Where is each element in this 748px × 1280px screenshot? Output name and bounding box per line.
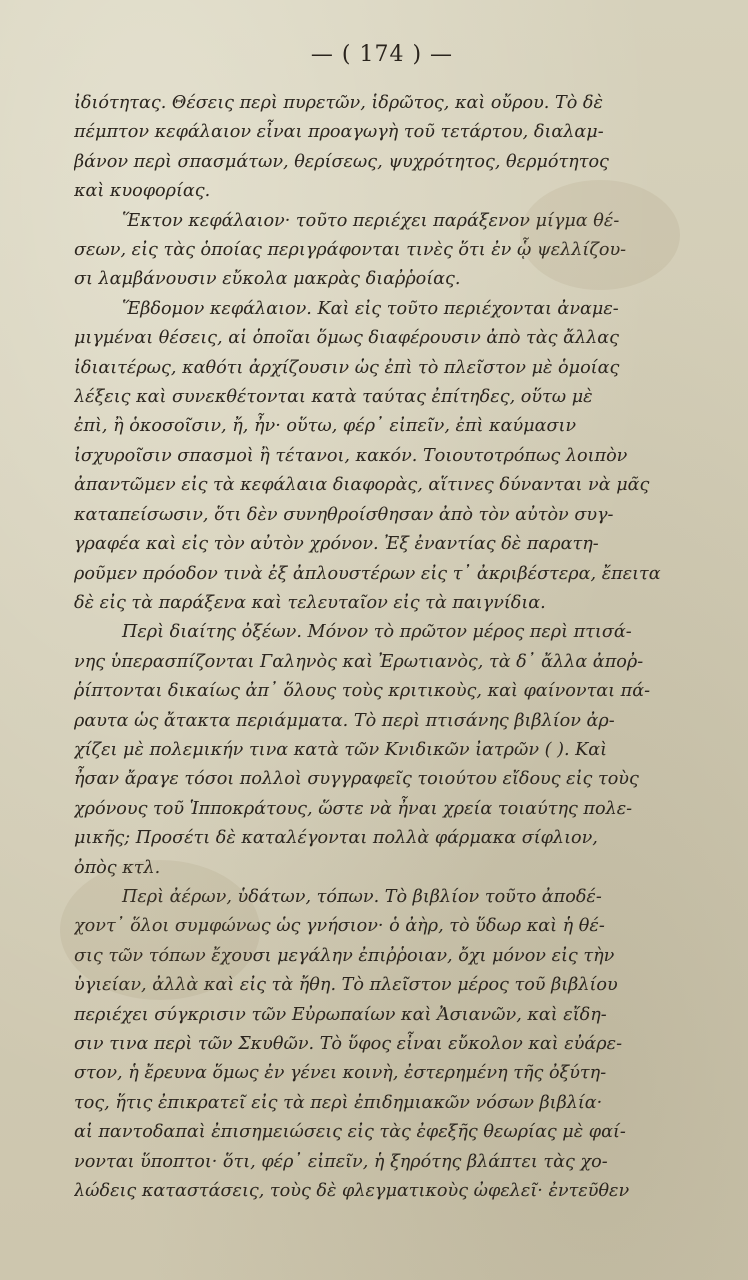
text-line: ἐπὶ, ἢ ὁκοσοῖσιν, ἤ, ἦν· οὕτω, φέρ᾽ εἰπεῖν, ἐπὶ καύμασιν — [74, 416, 577, 437]
text-line: ἰσχυροῖσιν σπασμοὶ ἢ τέτανοι, κακόν. Τοιουτοτρόπως λοιπὸν — [74, 445, 628, 466]
text-line: σιν τινα περὶ τῶν Σκυθῶν. Τὸ ὕφος εἶναι εὔκολον καὶ εὐάρε- — [74, 1034, 623, 1054]
text-line: ἰδιότητας. Θέσεις περὶ πυρετῶν, ἱδρῶτος, καὶ οὔρου. Τὸ δὲ — [74, 93, 603, 113]
text-line: ῥίπτονται δικαίως ἀπ᾽ ὅλους τοὺς κριτικοὺς, καὶ φαίνονται πά- — [74, 681, 651, 702]
text-line: ραυτα ὡς ἄτακτα περιάμματα. Τὸ περὶ πτισάνης βιβλίον ἀρ- — [74, 710, 615, 731]
text-line: γραφέα καὶ εἰς τὸν αὐτὸν χρόνον. Ἐξ ἐναντίας δὲ παρατη- — [74, 534, 599, 555]
text-line: λέξεις καὶ συνεκθέτονται κατὰ ταύτας ἐπίτηδες, οὕτω μὲ — [74, 387, 593, 408]
text-line: πέμπτον κεφάλαιον εἶναι προαγωγὴ τοῦ τετάρτου, διαλαμ- — [74, 122, 604, 143]
text-line: καταπείσωσιν, ὅτι δὲν συνηθροίσθησαν ἀπὸ τὸν αὐτὸν συγ- — [74, 504, 614, 525]
text-line: βάνον περὶ σπασμάτων, θερίσεως, ψυχρότητος, θερμότητος — [74, 151, 609, 172]
text-line: ἀπαντῶμεν εἰς τὰ κεφάλαια διαφορὰς, αἵτινες δύνανται νὰ μᾶς — [74, 475, 650, 496]
text-line: ἰδιαιτέρως, καθότι ἀρχίζουσιν ὡς ἐπὶ τὸ πλεῖστον μὲ ὁμοίας — [74, 357, 620, 378]
text-line: αἱ παντοδαπαὶ ἐπισημειώσεις εἰς τὰς ἐφεξῆς θεωρίας μὲ φαί- — [74, 1122, 626, 1143]
text-line: σεων, εἰς τὰς ὁποίας περιγράφονται τινὲς ὅτι ἐν ᾧ ψελλίζου- — [74, 240, 627, 261]
text-line: νονται ὕποπτοι· ὅτι, φέρ᾽ εἰπεῖν, ἡ ξηρότης βλάπτει τὰς χο- — [74, 1151, 608, 1172]
text-line: Ἕβδομον κεφάλαιον. Καὶ εἰς τοῦτο περιέχονται ἀναμε- — [122, 298, 619, 319]
text-line: καὶ κυοφορίας. — [74, 181, 211, 202]
text-line: λώδεις καταστάσεις, τοὺς δὲ φλεγματικοὺς ὠφελεῖ· ἐντεῦθεν — [74, 1181, 630, 1202]
text-line: χρόνους τοῦ Ἱπποκράτους, ὥστε νὰ ἦναι χρεία τοιαύτης πολε- — [74, 798, 633, 819]
text-line: μιγμέναι θέσεις, αἱ ὁποῖαι ὅμως διαφέρουσιν ἀπὸ τὰς ἄλλας — [74, 328, 619, 349]
text-line: Περὶ διαίτης ὀξέων. Μόνον τὸ πρῶτον μέρος περὶ πτισά- — [122, 622, 632, 643]
text-line: σι λαμβάνουσιν εὔκολα μακρὰς διαῤῥοίας. — [74, 269, 461, 290]
text-line: χίζει μὲ πολεμικήν τινα κατὰ τῶν Κνιδικῶν ἰατρῶν ( ). Καὶ — [74, 739, 608, 760]
text-line: νης ὑπερασπίζονται Γαληνὸς καὶ Ἐρωτιανὸς, τὰ δ᾽ ἄλλα ἀποῤ- — [74, 651, 644, 672]
text-line: ὀπὸς κτλ. — [74, 857, 161, 878]
text-line: ὑγιείαν, ἀλλὰ καὶ εἰς τὰ ἤθη. Τὸ πλεῖστον μέρος τοῦ βιβλίου — [74, 975, 618, 996]
text-line: χοντ᾽ ὅλοι συμφώνως ὡς γνήσιον· ὁ ἀὴρ, τὸ ὕδωρ καὶ ἡ θέ- — [74, 916, 605, 937]
text-line: ροῦμεν πρόοδον τινὰ ἐξ ἀπλουστέρων εἰς τ᾽ ἀκριβέστερα, ἔπειτα — [74, 563, 661, 584]
text-line: Περὶ ἀέρων, ὑδάτων, τόπων. Τὸ βιβλίον τοῦτο ἀποδέ- — [122, 886, 602, 907]
page-number: — ( 174 ) — — [310, 42, 454, 67]
text-line: περιέχει σύγκρισιν τῶν Εὐρωπαίων καὶ Ἀσιανῶν, καὶ εἴδη- — [74, 1004, 607, 1025]
text-line: δὲ εἰς τὰ παράξενα καὶ τελευταῖον εἰς τὰ παιγνίδια. — [74, 592, 546, 613]
text-line: τος, ἥτις ἐπικρατεῖ εἰς τὰ περὶ ἐπιδημιακῶν νόσων βιβλία· — [74, 1092, 603, 1113]
text-line: σις τῶν τόπων ἔχουσι μεγάλην ἐπιῤῥοιαν, ὄχι μόνον εἰς τὴν — [74, 945, 615, 966]
text-line: στον, ἡ ἔρευνα ὅμως ἐν γένει κοινὴ, ἐστερημένη τῆς ὀξύτη- — [74, 1063, 607, 1084]
body-text — [74, 89, 702, 1206]
text-line: μικῆς; Προσέτι δὲ καταλέγονται πολλὰ φάρμακα σίφλιον, — [74, 828, 598, 849]
text-line: ἦσαν ἄραγε τόσοι πολλοὶ συγγραφεῖς τοιούτου εἴδους εἰς τοὺς — [74, 769, 639, 790]
text-line: Ἕκτον κεφάλαιον· τοῦτο περιέχει παράξενον μίγμα θέ- — [122, 210, 620, 231]
